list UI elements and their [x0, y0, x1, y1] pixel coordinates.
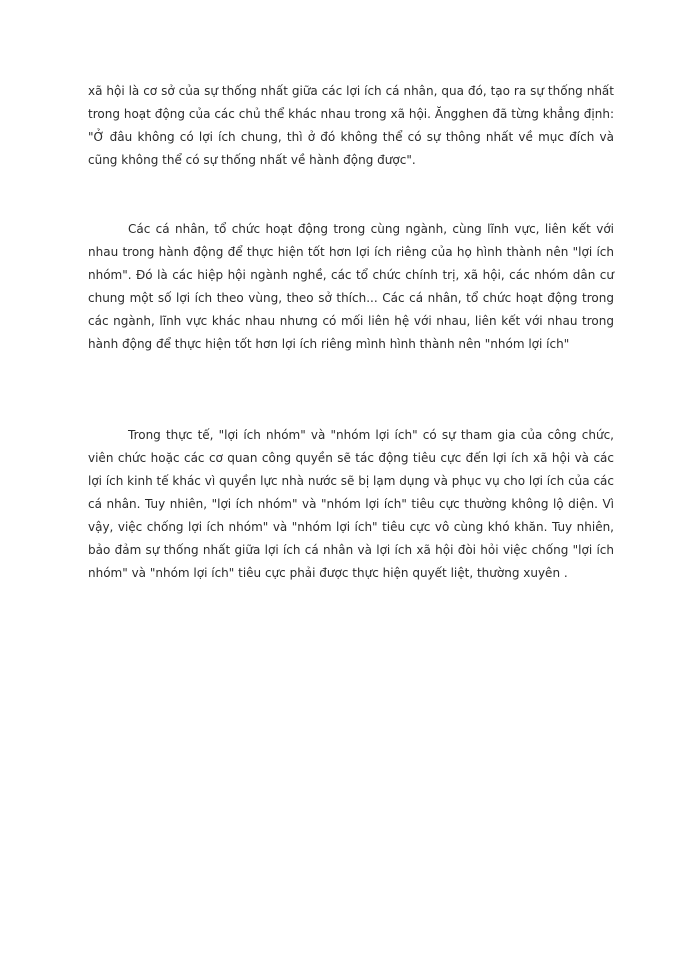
paragraph-3 [88, 424, 614, 585]
paragraph-1-text: xã hội là cơ sở của sự thống nhất giữa các lợi ích cá nhân, qua đó, tạo ra sự thống nhất trong hoạt động của các chủ thể khác nhau trong xã hội. Ăngghen đã từng khẳng định: "Ở đâu không có lợi ích chung, thì ở đó không thể có sự thông nhất về mục đích và cũng không thể có sự thống nhất về hành động được". [88, 84, 614, 167]
paragraph-1 [88, 80, 614, 172]
paragraph-2 [88, 218, 614, 356]
paragraph-2-text: Các cá nhân, tổ chức hoạt động trong cùng ngành, cùng lĩnh vực, liên kết với nhau trong hành động để thực hiện tốt hơn lợi ích riêng của họ hình thành nên "lợi ích nhóm". Đó là các hiệp hội ngành nghề, các tổ chức chính trị, xã hội, các nhóm dân cư chung một số lợi ích theo vùng, theo sở thích... Các cá nhân, tổ chức hoạt động trong các ngành, lĩnh vực khác nhau nhưng có mối liên hệ với nhau, liên kết với nhau trong hành động để thực hiện tốt hơn lợi ích riêng mình hình thành nên "nhóm lợi ích" [88, 222, 614, 351]
paragraph-3-text: Trong thực tế, "lợi ích nhóm" và "nhóm lợi ích" có sự tham gia của công chức, viên chức hoặc các cơ quan công quyền sẽ tác động tiêu cực đến lợi ích xã hội và các lợi ích kinh tế khác vì quyền lực nhà nước sẽ bị lạm dụng và phục vụ cho lợi ích của các cá nhân. Tuy nhiên, "lợi ích nhóm" và "nhóm lợi ích" tiêu cực thường không lộ diện. Vì vậy, việc chống lợi ích nhóm" và "nhóm lợi ích" tiêu cực vô cùng khó khăn. Tuy nhiên, bảo đảm sự thống nhất giữa lợi ích cá nhân và lợi ích xã hội đòi hỏi việc chống "lợi ích nhóm" và "nhóm lợi ích" tiêu cực phải được thực hiện quyết liệt, thường xuyên . [88, 428, 614, 580]
